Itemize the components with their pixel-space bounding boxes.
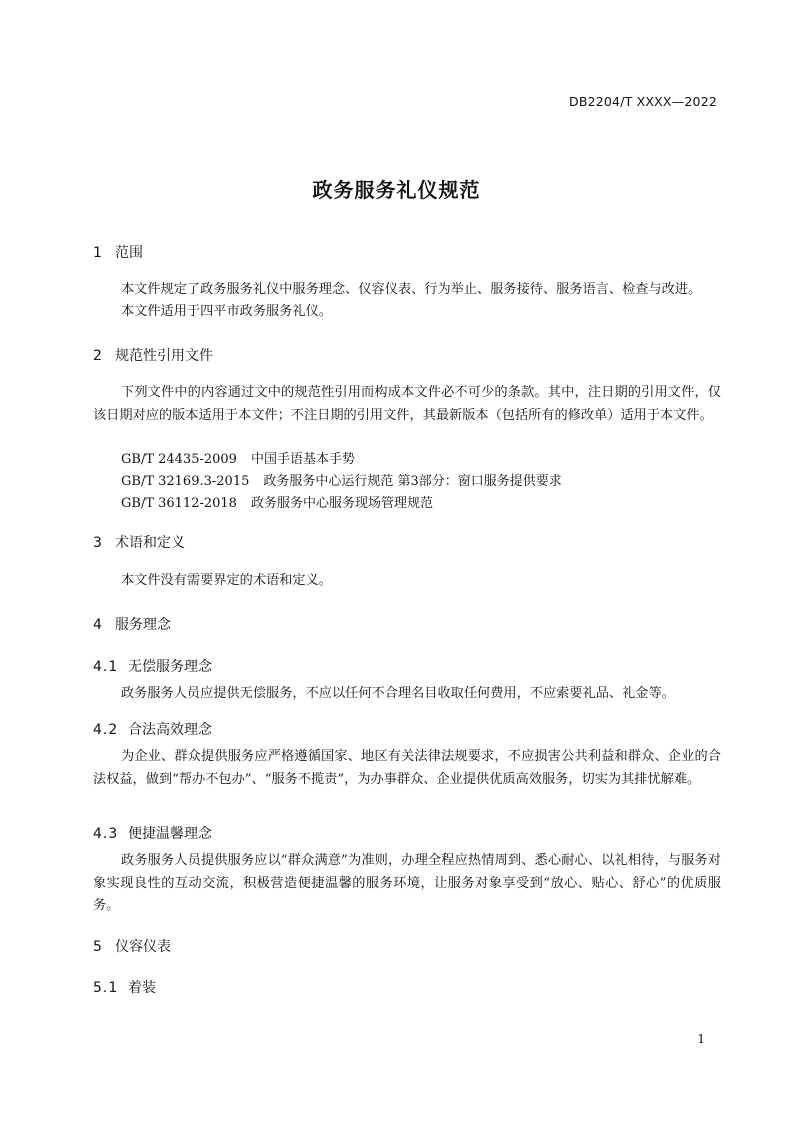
normative-references-paragraph: 下列文件中的内容通过文中的规范性引用而构成本文件必不可少的条款。其中，注日期的引用文件，仅该日期对应的版本适用于本文件；不注日期的引用文件，其最新版本（包括所有的修改单）适用于本文件。 [93, 385, 721, 423]
section-title: 合法高效理念 [128, 722, 212, 738]
page-number: 1 [697, 1032, 705, 1046]
section-number: 4.1 [93, 659, 119, 675]
scope-paragraph-1: 本文件规定了政务服务礼仪中服务理念、仪容仪表、行为举止、服务接待、服务语言、检查与改进。 [121, 282, 702, 297]
section-3-heading [93, 532, 185, 552]
convenient-warm-paragraph: 政务服务人员提供服务应以“群众满意”为准则，办理全程应热情周到、悉心耐心、以礼相待，与服务对象实现良性的互动交流，积极营造便捷温馨的服务环境，让服务对象享受到“放心、贴心、舒心”的优质服务。 [93, 853, 721, 913]
section-4-3-heading [93, 823, 212, 843]
section-5-heading [93, 936, 171, 956]
section-title: 范围 [115, 245, 143, 261]
terms-paragraph: 本文件没有需要界定的术语和定义。 [121, 573, 332, 588]
reference-item [121, 492, 433, 511]
reference-code: GB/T 32169.3-2015 [121, 474, 250, 489]
section-4-1-heading [93, 656, 212, 676]
reference-name: 中国手语基本手势 [250, 452, 355, 467]
reference-item [121, 448, 355, 467]
section-number: 5 [93, 939, 102, 955]
section-2-heading [93, 345, 213, 365]
document-title: 政务服务礼仪规范 [312, 178, 481, 202]
section-title: 便捷温馨理念 [128, 826, 212, 842]
section-number: 4.2 [93, 722, 119, 738]
section-5-1-heading [93, 977, 156, 997]
section-number: 3 [93, 535, 102, 551]
section-number: 4 [93, 617, 102, 633]
reference-code: GB/T 36112-2018 [121, 496, 237, 511]
section-title: 规范性引用文件 [115, 348, 213, 364]
section-title: 仪容仪表 [115, 939, 171, 955]
section-number: 2 [93, 348, 102, 364]
section-title: 着装 [128, 980, 156, 996]
section-number: 1 [93, 245, 102, 261]
section-4-2-heading [93, 719, 212, 739]
reference-item [121, 470, 562, 489]
reference-code: GB/T 24435-2009 [121, 452, 237, 467]
reference-name: 政务服务中心运行规范 第3部分：窗口服务提供要求 [263, 474, 562, 489]
section-number: 5.1 [93, 980, 119, 996]
section-title: 术语和定义 [115, 535, 185, 551]
section-number: 4.3 [93, 826, 119, 842]
section-1-heading [93, 242, 143, 262]
free-service-paragraph: 政务服务人员应提供无偿服务，不应以任何不合理名目收取任何费用，不应索要礼品、礼金等。 [121, 686, 675, 701]
scope-paragraph-2: 本文件适用于四平市政务服务礼仪。 [121, 304, 332, 319]
lawful-efficient-paragraph: 为企业、群众提供服务应严格遵循国家、地区有关法律法规要求，不应损害公共利益和群众、企业的合法权益，做到“帮办不包办”、“服务不揽责”，为办事群众、企业提供优质高效服务，切实为其排忧解难。 [93, 749, 721, 787]
reference-name: 政务服务中心服务现场管理规范 [250, 496, 433, 511]
section-title: 服务理念 [115, 617, 171, 633]
section-title: 无偿服务理念 [128, 659, 212, 675]
document-code: DB2204/T XXXX—2022 [569, 94, 717, 109]
section-4-heading [93, 614, 171, 634]
